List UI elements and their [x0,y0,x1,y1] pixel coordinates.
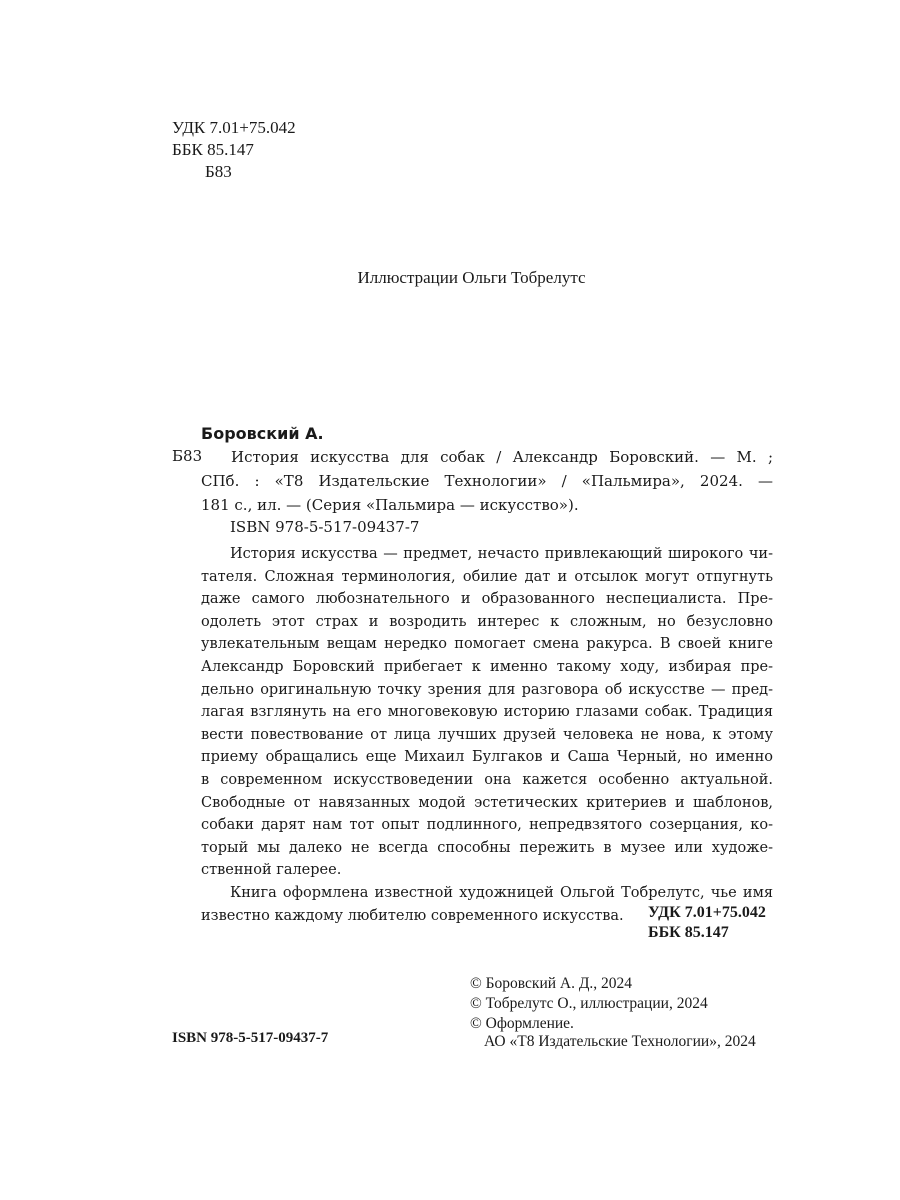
annotation-line: Свободные от навязанных модой эстетических критериев и шаблонов, [201,794,773,811]
bibliographic-description [201,445,773,517]
udk-code: УДК 7.01+75.042 [172,118,296,137]
annotation-line: История искусства — предмет, нечасто привлекающий широкого чи- [230,546,773,562]
bbk-code-bottom: ББК 85.147 [648,924,729,941]
annotation-line: в современном искусствоведении она кажется особенно актуальной. [201,771,773,788]
copyright-publisher: АО «Т8 Издательские Технологии», 2024 [484,1033,756,1050]
biblio-line: 181 с., ил. — (Серия «Пальмира — искусство»). [201,496,579,514]
annotation-line: собаки дарят нам тот опыт подлинного, непредвзятого созерцания, ко- [201,817,773,834]
isbn-bottom: ISBN 978-5-517-09437-7 [172,1030,329,1046]
copyright-author: © Боровский А. Д., 2024 [470,975,633,992]
copyright-design: © Оформление. [470,1015,574,1032]
copyright-illustrations: © Тобрелутс О., иллюстрации, 2024 [470,995,708,1012]
annotation-line: дельно оригинальную точку зрения для разговора об искусстве — пред- [201,681,773,698]
udk-code-bottom: УДК 7.01+75.042 [648,904,766,921]
annotation-line: известно каждому любителю современного искусства. [201,907,624,924]
illustrator-credit: Иллюстрации Ольги Тобрелутс [357,268,586,287]
annotation-line: Александр Боровский прибегает к именно такому ходу, избирая пре- [201,658,773,675]
annotation-line: лагая взглянуть на его многовековую историю глазами собак. Традиция [201,704,773,721]
annotation [201,543,773,927]
author-mark: Б83 [205,162,232,181]
biblio-line: История искусства для собак / Александр Боровский. — М. ; [231,448,773,466]
annotation-line: даже самого любознательного и образованного неспециалиста. Пре- [201,591,773,608]
annotation-line: увлекательным вещам нередко помогает смена ракурса. В своей книге [201,636,773,653]
annotation-line: приему обращались еще Михаил Булгаков и Саша Черный, но именно [201,749,773,766]
bbk-code: ББК 85.147 [172,140,254,159]
annotation-line: ственной галерее. [201,862,342,879]
biblio-author-mark: Б83 [172,447,203,465]
author-name: Боровский А. [201,424,324,443]
annotation-line: тателя. Сложная терминология, обилие дат и отсылок могут отпугнуть [201,568,773,585]
biblio-line: СПб. : «Т8 Издательские Технологии» / «Пальмира», 2024. — [201,472,773,490]
annotation-line: одолеть этот страх и возродить интерес к сложным, но безусловно [201,613,773,630]
isbn-main: ISBN 978-5-517-09437-7 [230,518,420,536]
annotation-line: вести повествование от лица лучших друзей человека не нова, к этому [201,726,773,743]
annotation-line: торый мы далеко не всегда способны пережить в музее или художе- [201,839,773,856]
annotation-line: Книга оформлена известной художницей Ольгой Тобрелутс, чье имя [230,884,773,901]
